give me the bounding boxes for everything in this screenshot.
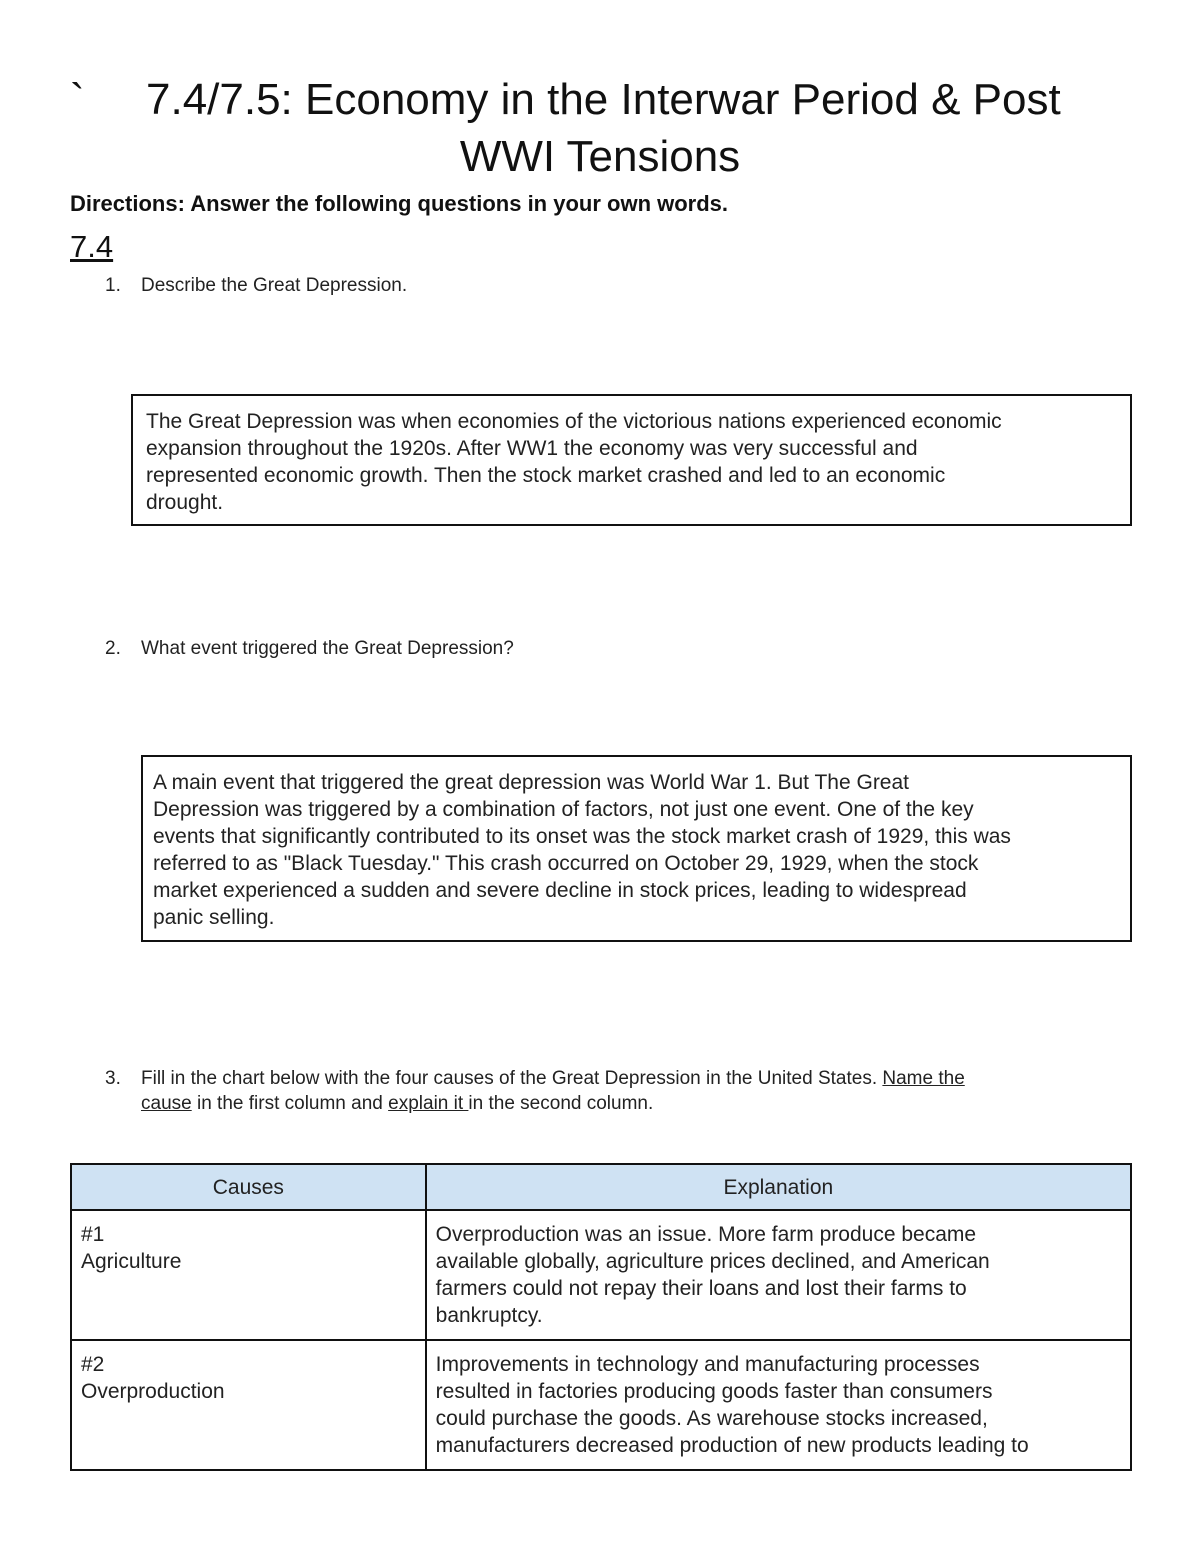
answer-line: represented economic growth. Then the stock market crashed and led to an economic: [146, 464, 946, 487]
question-number: 1.: [105, 275, 121, 296]
title-mark: `: [70, 75, 85, 124]
explanation-line: manufacturers decreased production of new products leading to: [435, 1434, 1029, 1457]
explanation-line: Improvements in technology and manufacturing processes: [435, 1353, 980, 1376]
question-text-underlined: cause: [141, 1093, 192, 1114]
answer-line: Depression was triggered by a combination of factors, not just one event. One of the key: [153, 798, 974, 821]
question-text: [141, 1066, 965, 1116]
page-title-line-1: 7.4/7.5: Economy in the Interwar Period & Post: [146, 75, 1061, 124]
explanation-line: farmers could not repay their loans and lost their farms to: [435, 1277, 967, 1300]
answer-line: drought.: [146, 491, 224, 514]
explanation-line: bankruptcy.: [435, 1304, 543, 1327]
answer-line: referred to as "Black Tuesday." This crash occurred on October 29, 1929, when the stock: [153, 852, 979, 875]
page-title-line-2: WWI Tensions: [459, 132, 741, 181]
question-text-part: Fill in the chart below with the four causes of the Great Depression in the United States.: [141, 1068, 883, 1089]
cause-number: #1: [81, 1223, 105, 1246]
section-heading: 7.4: [70, 229, 114, 264]
question-text-part: in the first column and: [191, 1093, 389, 1114]
answer-line: events that significantly contributed to its onset was the stock market crash of 1929, this was: [153, 825, 1011, 848]
header-explanation: Explanation: [426, 1164, 1131, 1210]
explanation-cell[interactable]: [426, 1340, 1131, 1470]
question-number: 3.: [105, 1068, 121, 1089]
question-text: Describe the Great Depression.: [141, 275, 408, 296]
answer-line: A main event that triggered the great depression was World War 1. But The Great: [153, 771, 909, 794]
question-text-underlined: explain it: [388, 1093, 469, 1114]
directions: [70, 191, 728, 217]
question-number: 2.: [105, 638, 121, 659]
cause-name: Overproduction: [81, 1380, 225, 1403]
question-text: What event triggered the Great Depression?: [141, 638, 514, 659]
explanation-line: resulted in factories producing goods faster than consumers: [435, 1380, 993, 1403]
explanation-line: available globally, agriculture prices declined, and American: [435, 1250, 990, 1273]
cause-cell[interactable]: [71, 1340, 426, 1470]
question-text-underlined: Name the: [882, 1068, 965, 1089]
cause-name: Agriculture: [81, 1250, 182, 1273]
question-1: [105, 273, 1005, 299]
cause-number: #2: [81, 1353, 105, 1376]
causes-table: [70, 1163, 1132, 1471]
answer-line: expansion throughout the 1920s. After WW1 the economy was very successful and: [146, 437, 918, 460]
directions-label: Directions:: [70, 191, 185, 216]
answer-line: market experienced a sudden and severe decline in stock prices, leading to widespread: [153, 879, 967, 902]
header-causes: Causes: [71, 1164, 426, 1210]
answer-line: The Great Depression was when economies of the victorious nations experienced economic: [146, 410, 1002, 433]
table-header-row: [71, 1164, 1131, 1210]
explanation-line: Overproduction was an issue. More farm produce became: [435, 1223, 977, 1246]
cause-cell[interactable]: [71, 1210, 426, 1340]
answer-box-2[interactable]: [141, 755, 1132, 942]
table-row: [71, 1210, 1131, 1340]
explanation-line: could purchase the goods. As warehouse stocks increased,: [435, 1407, 988, 1430]
explanation-cell[interactable]: [426, 1210, 1131, 1340]
table-row: [71, 1340, 1131, 1470]
answer-box-1[interactable]: [131, 394, 1132, 526]
answer-line: panic selling.: [153, 906, 275, 929]
question-text-part: in the second column.: [468, 1093, 654, 1114]
directions-text: Answer the following questions in your own words.: [190, 191, 729, 216]
question-3: [105, 1066, 1105, 1118]
question-2: [105, 636, 1005, 662]
